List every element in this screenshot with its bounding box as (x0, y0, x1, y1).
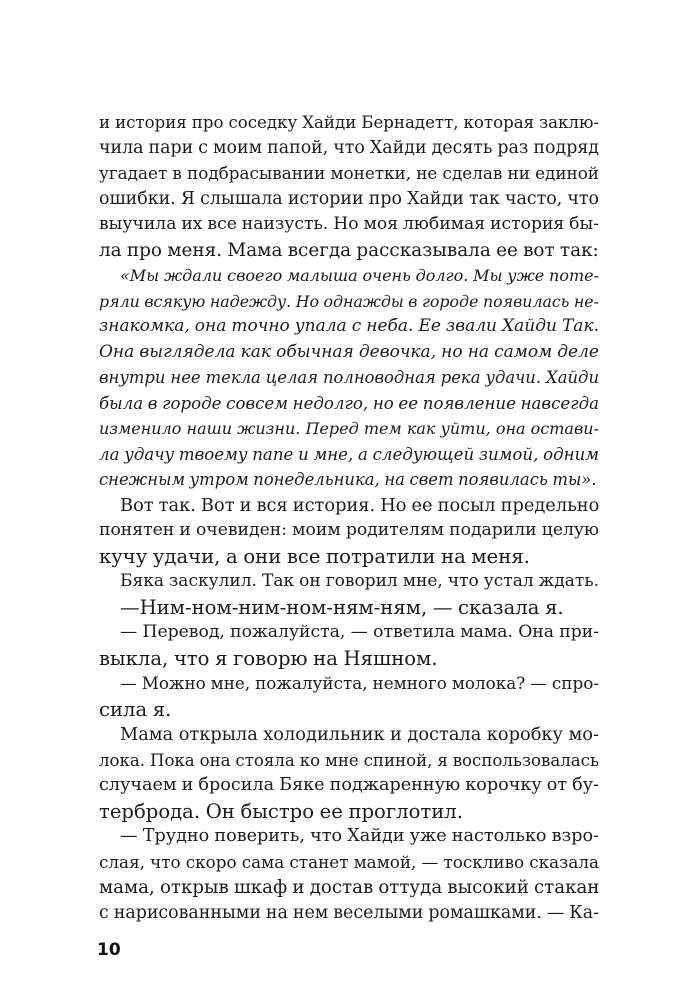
text-line: Вот так. Вот и вся история. Но ее посыл предельно (120, 494, 600, 516)
text-line: сила я. (99, 697, 172, 721)
text-line: ряли всякую надежду. Но однажды в городе появилась не- (99, 291, 599, 311)
text-line: выкла, что я говорю на Няшном. (99, 646, 438, 670)
text-line: была в городе совсем недолго, но ее появление навсегда (99, 393, 599, 413)
text-line: кучу удачи, а они все потратили на меня. (99, 544, 530, 568)
text-line: терброда. Он быстро ее проглотил. (99, 799, 463, 823)
text-line: выучила их все наизусть. Но моя любимая история бы- (99, 214, 599, 234)
text-line: — Трудно поверить, что Хайди уже настолько взро- (120, 826, 599, 846)
text-line: слая, что скоро сама станет мамой, — тоскливо сказала (99, 851, 599, 872)
text-line: с нарисованными на нем веселыми ромашками. — Ка- (99, 902, 599, 923)
text-line: снежным утром понедельника, на свет появилась ты». (99, 470, 597, 489)
text-line: чила пари с моим папой, что Хайди десять раз подряд (99, 137, 599, 158)
text-line: лока. Пока она стояла ко мне спиной, я воспользовалась (99, 750, 599, 770)
text-line: Она выглядела как обычная девочка, но на самом деле (99, 341, 599, 362)
text-line: мама, открыв шкаф и достав оттуда высокий стакан (99, 877, 600, 898)
text-line: изменило наши жизни. Перед тем как уйти, она остави- (99, 419, 599, 438)
text-line: угадает в подбрасывании монетки, не сделав ни единой (99, 163, 599, 183)
page-number: 10 (97, 940, 121, 960)
text-line: Мама открыла холодильник и достала коробку мо- (120, 724, 599, 745)
text-line: — Перевод, пожалуйста, — ответила мама. Она при- (120, 622, 599, 642)
text-line: внутри нее текла целая полноводная река удачи. Хайди (99, 368, 599, 387)
text-line: случаем и бросила Бяке поджаренную корочку от бу- (99, 775, 599, 795)
text-line: ла удачу твоему папе и мне, а следующей зимой, одним (99, 444, 599, 464)
text-line: ошибки. Я слышала истории про Хайди так часто, что (99, 188, 599, 209)
text-line: Бяка заскулил. Так он говорил мне, что устал ждать. (120, 571, 599, 591)
page-body (99, 110, 599, 926)
text-line: знакомка, она точно упала с неба. Ее звали Хайди Так. (99, 316, 599, 336)
text-line: «Мы ждали своего малыша очень долго. Мы уже поте- (120, 266, 599, 285)
text-line: — Можно мне, пожалуйста, немного молока? — спро- (120, 673, 599, 693)
text-line: и история про соседку Хайди Бернадетт, которая заклю- (99, 113, 599, 132)
text-line: —Ним-ном-ним-ном-ням-ням, — сказала я. (120, 595, 564, 619)
text-line: понятен и очевиден: моим родителям подарили целую (99, 520, 599, 540)
text-line: ла про меня. Мама всегда рассказывала ее вот так: (99, 239, 599, 261)
